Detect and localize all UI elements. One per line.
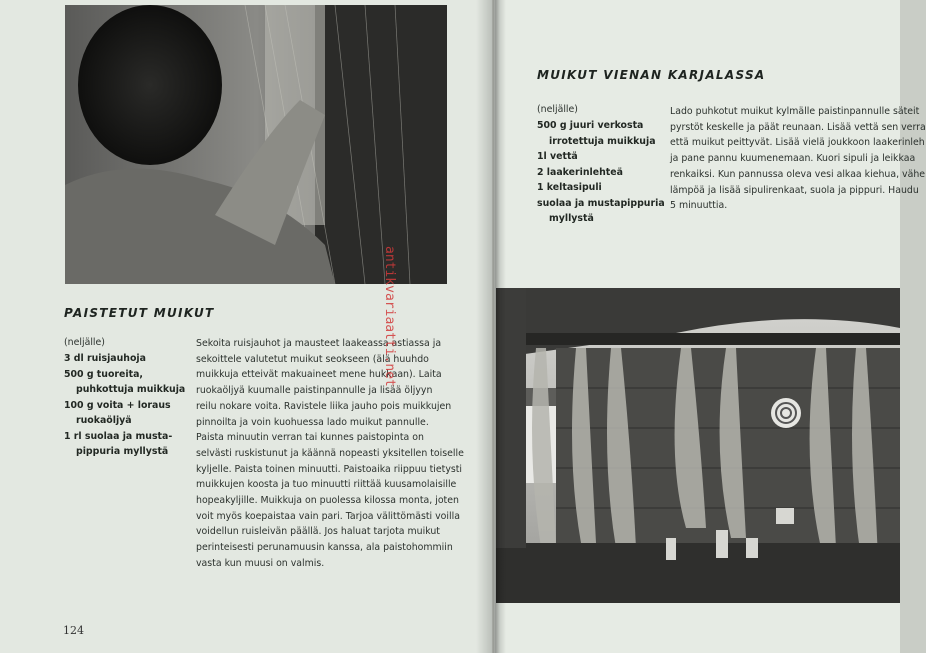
instruction-line: 5 minuuttia. — [670, 200, 728, 212]
ingredient-item: 500 g tuoreita, — [64, 368, 143, 380]
ingredient-item: 3 dl ruisjauhoja — [64, 353, 146, 364]
ingredient-item-cont: myllystä — [549, 213, 594, 224]
right-page — [494, 0, 926, 653]
instruction-line: muikkuja etteivät makuaineet mene hukkaan). Laita — [196, 369, 442, 381]
ingredient-list — [537, 118, 665, 227]
ingredient-item: 1l vettä — [537, 151, 578, 162]
instruction-line: että muikut peittyvät. Lisää vielä joukkoon laakerinleh — [670, 137, 925, 149]
book-gutter — [476, 0, 506, 653]
serves-note: (neljälle) — [537, 104, 578, 115]
shed-with-nets-photo — [496, 288, 900, 603]
instruction-line: pyrstöt keskelle ja päät reunaan. Lisää vettä sen verra — [670, 121, 926, 133]
instruction-line: voit myös koepaistaa vain pari. Tarjoa välittömästi voilla — [196, 510, 460, 522]
ingredient-item: 1 keltasipuli — [537, 182, 602, 193]
ingredient-item-cont: ruokaöljyä — [76, 415, 132, 426]
ingredient-item: 1 rl suolaa ja musta- — [64, 430, 173, 442]
ingredient-item: 500 g juuri verkosta — [537, 120, 644, 131]
ingredient-item-cont: irrotettuja muikkuja — [549, 135, 656, 147]
instruction-line: perinteisesti perunamuusin kanssa, ala paistohommiin — [196, 542, 453, 554]
page-number: 124 — [63, 624, 84, 637]
instruction-line: Lado puhkotut muikut kylmälle paistinpannulle säteit — [670, 106, 920, 117]
instructions — [670, 104, 926, 214]
instruction-line: vasta kun muusi on valmis. — [196, 557, 325, 569]
instruction-line: Sekoita ruisjauhot ja mausteet laakeassa astiassa ja — [196, 338, 442, 349]
fishing-net-photo — [65, 5, 447, 284]
ingredient-item: 100 g voita + loraus — [64, 399, 171, 411]
recipe-title: PAISTETUT MUIKUT — [64, 306, 215, 320]
instruction-line: sekoittele valutetut muikut seokseen (älä huuhdo — [196, 353, 429, 365]
instruction-line: muikkujen koosta ja tuo minuutti riittää kuusamolaisille — [196, 479, 457, 491]
recipe-title: MUIKUT VIENAN KARJALASSA — [537, 68, 766, 82]
instruction-line: kyljelle. Paista toinen minuutti. Paistoaika riippuu tietysti — [196, 463, 463, 475]
serves-note: (neljälle) — [64, 337, 105, 348]
ingredient-item-cont: puhkottuja muikkuja — [76, 384, 186, 395]
instruction-line: hopeakyljille. Muikkuja on puolessa kilossa monta, joten — [196, 495, 459, 507]
ingredient-list — [64, 351, 185, 460]
instruction-line: reilu nokare voita. Ravistele liika jauho pois muikkujen — [196, 400, 452, 412]
instructions — [196, 336, 464, 572]
instruction-line: ja pane pannu kuumenemaan. Kuori sipuli ja leikkaa — [670, 153, 916, 165]
ingredient-item: suolaa ja mustapippuria — [537, 197, 665, 209]
instruction-line: lämpöä ja lisää sipulirenkaat, suola ja pippuri. Haudu — [670, 184, 919, 196]
instruction-line: ruokaöljyä kuumalle paistinpannulle ja lisää öljyyn — [196, 385, 433, 397]
ingredient-item-cont: pippuria myllystä — [76, 446, 169, 457]
ingredient-item: 2 laakerinlehteä — [537, 166, 623, 178]
instruction-line: selvästi ruskistunut ja käännä nopeasti yksitellen toiselle — [196, 447, 464, 459]
watermark: antikvariaatti.net — [382, 246, 397, 387]
instruction-line: Paista minuutin verran tai kunnes paistopinta on — [196, 432, 424, 444]
instruction-line: voidellun ruisleivän päällä. Jos haluat tarjota muikut — [196, 526, 440, 538]
instruction-line: pinnoilta ja voin kuohuessa lado muikut pannulle. — [196, 416, 429, 428]
instruction-line: renkaiksi. Kun pannussa oleva vesi alkaa kiehua, vähe — [670, 168, 926, 180]
